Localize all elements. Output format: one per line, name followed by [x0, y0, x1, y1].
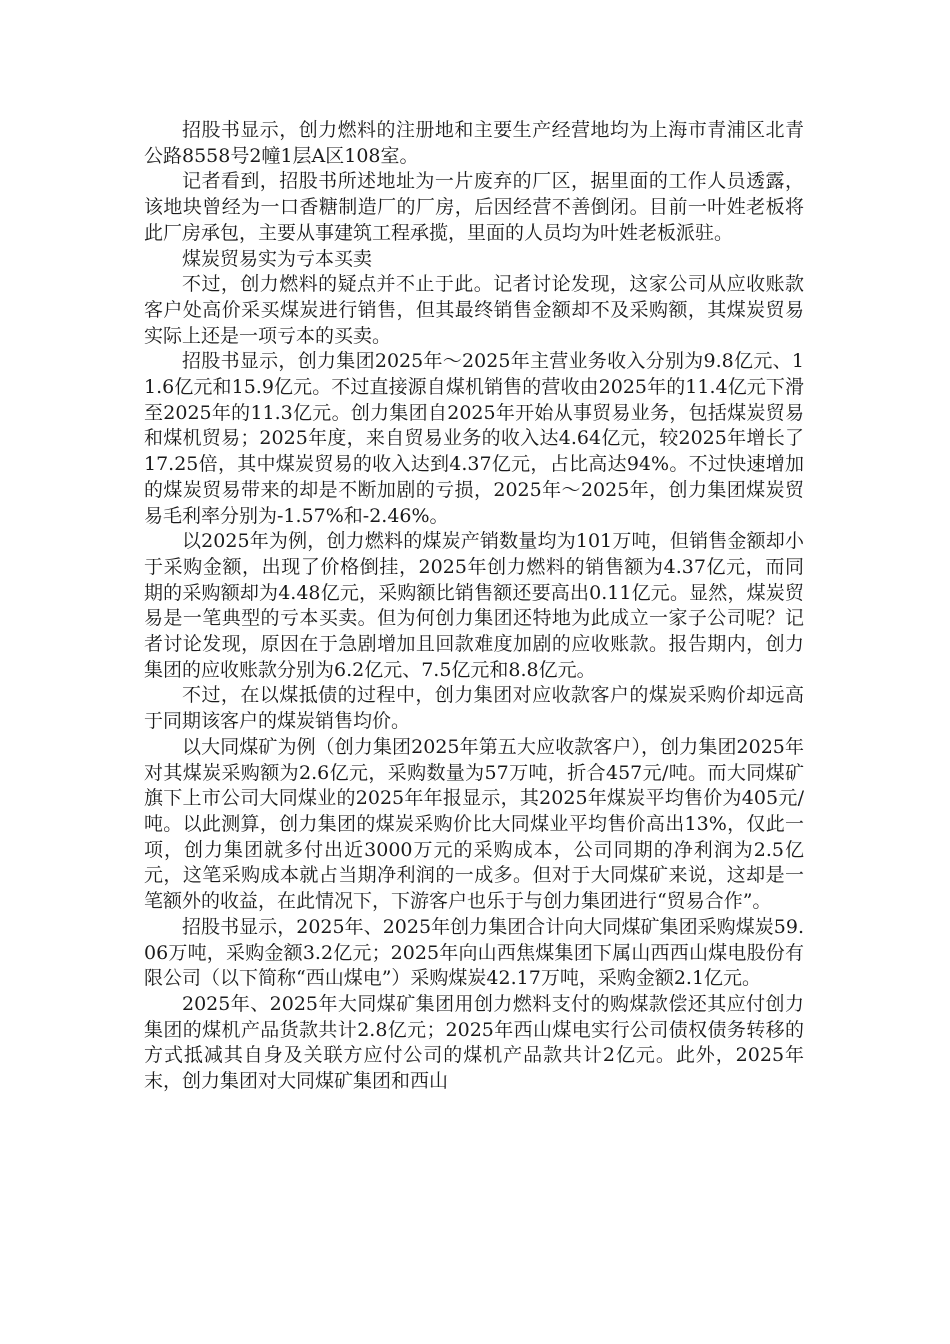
document-body	[144, 118, 804, 1095]
paragraph-purchase-volume: 招股书显示，2025年、2025年创力集团合计向大同煤矿集团采购煤炭59.06万吨，采购金额3.2亿元；2025年向山西焦煤集团下属山西西山煤电股份有限公司（以下简称“西山煤电”）采购煤炭42.17万吨，采购金额2.1亿元。	[144, 915, 804, 990]
paragraph-datong-example: 以大同煤矿为例（创力集团2025年第五大应收款客户），创力集团2025年对其煤炭采购额为2.6亿元，采购数量为57万吨，折合457元/吨。而大同煤矿旗下上市公司大同煤业的2025年年报显示，其2025年煤炭平均售价为405元/吨。以此测算，创力集团的煤炭采购价比大同煤业平均售价高出13%，仅此一项，创力集团就多付出近3000万元的采购成本，公司同期的净利润为2.5亿元，这笔采购成本就占当期净利润的一成多。但对于大同煤矿来说，这却是一笔额外的收益，在此情况下，下游客户也乐于与创力集团进行“贸易合作”。	[144, 735, 804, 913]
section-heading: 煤炭贸易实为亏本买卖	[182, 247, 373, 270]
paragraph-revenue: 招股书显示，创力集团2025年～2025年主营业务收入分别为9.8亿元、11.6亿元和15.9亿元。不过直接源自煤机销售的营收由2025年的11.4亿元下滑至2025年的11.3亿元。创力集团自2025年开始从事贸易业务，包括煤炭贸易和煤机贸易；2025年度，来自贸易业务的收入达4.64亿元，较2025年增长了17.25倍，其中煤炭贸易的收入达到4.37亿元，占比高达94%。不过快速增加的煤炭贸易带来的却是不断加剧的亏损，2025年～2025年，创力集团煤炭贸易毛利率分别为-1.57%和-2.46%。	[144, 350, 804, 527]
paragraph-doubts: 不过，创力燃料的疑点并不止于此。记者讨论发现，这家公司从应收账款客户处高价采买煤炭进行销售，但其最终销售金额却不及采购额，其煤炭贸易实际上还是一项亏本的买卖。	[144, 273, 804, 347]
paragraph-registered-address: 招股书显示，创力燃料的注册地和主要生产经营地均为上海市青浦区北青公路8558号2幢1层A区108室。	[144, 119, 804, 167]
paragraph-debt-offset: 2025年、2025年大同煤矿集团用创力燃料支付的购煤款偿还其应付创力集团的煤机产品货款共计2.8亿元；2025年西山煤电实行公司债权债务转移的方式抵减其自身及关联方应付公司的煤机产品款共计2亿元。此外，2025年末，创力集团对大同煤矿集团和西山	[144, 992, 804, 1093]
paragraph-coal-for-debt: 不过，在以煤抵债的过程中，创力集团对应收款客户的煤炭采购价却远高于同期该客户的煤炭销售均价。	[144, 684, 804, 733]
paragraph-price-inversion: 以2025年为例，创力燃料的煤炭产销数量均为101万吨，但销售金额却小于采购金额，出现了价格倒挂，2025年创力燃料的销售额为4.37亿元，而同期的采购额却为4.48亿元，采购额比销售额还要高出0.11亿元。显然，煤炭贸易是一笔典型的亏本买卖。但为何创力集团还特地为此成立一家子公司呢？记者讨论发现，原因在于急剧增加且回款难度加剧的应收账款。报告期内，创力集团的应收账款分别为6.2亿元、7.5亿元和8.8亿元。	[144, 530, 804, 681]
paragraph-abandoned-factory: 记者看到，招股书所述地址为一片废弃的厂区，据里面的工作人员透露，该地块曾经为一口香糖制造厂的厂房，后因经营不善倒闭。目前一叶姓老板将此厂房承包，主要从事建筑工程承揽，里面的人员均为叶姓老板派驻。	[144, 170, 804, 244]
